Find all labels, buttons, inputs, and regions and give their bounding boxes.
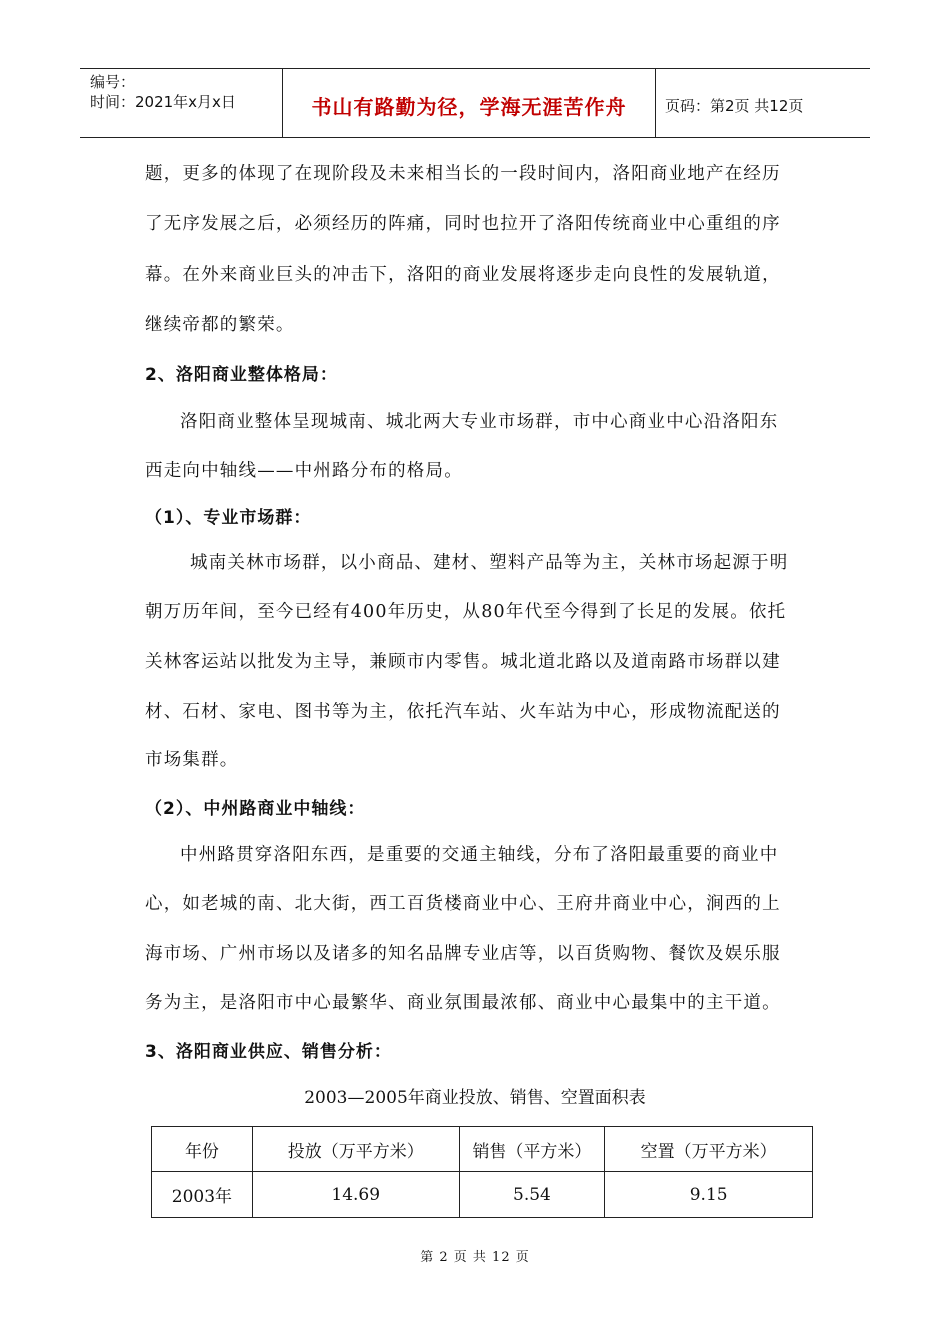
table-cell: 9.15 — [605, 1172, 813, 1218]
document-time-label: 时间：2021年x月x日 — [90, 93, 236, 111]
body-text-line: 城南关林市场群，以小商品、建材、塑料产品等为主，关林市场起源于明 — [190, 553, 789, 573]
body-text-line: 西走向中轴线——中州路分布的格局。 — [145, 461, 463, 481]
table-cell: 2003年 — [152, 1172, 253, 1218]
body-text-line: 朝万历年间，至今已经有400年历史，从80年代至今得到了长足的发展。依托 — [145, 602, 787, 622]
table-cell: 5.54 — [459, 1172, 605, 1218]
header-meta-cell — [80, 69, 282, 137]
body-text-line: 市场集群。 — [145, 750, 239, 770]
body-text-line: 心，如老城的南、北大街，西工百货楼商业中心、王府井商业中心，涧西的上 — [145, 894, 781, 914]
header-page-cell — [655, 69, 870, 137]
subsection-heading: （1）、专业市场群： — [145, 508, 312, 528]
table-cell: 14.69 — [252, 1172, 459, 1218]
body-text-line: 海市场、广州市场以及诸多的知名品牌专业店等，以百货购物、餐饮及娱乐服 — [145, 944, 781, 964]
table-header-cell: 年份 — [152, 1127, 253, 1172]
section-heading: 2、洛阳商业整体格局： — [145, 365, 338, 385]
page-footer: 第 2 页 共 12 页 — [420, 1250, 530, 1265]
body-text-line: 中州路贯穿洛阳东西，是重要的交通主轴线，分布了洛阳最重要的商业中 — [180, 845, 779, 865]
table-caption: 2003—2005年商业投放、销售、空置面积表 — [304, 1088, 646, 1108]
section-heading: 3、洛阳商业供应、销售分析： — [145, 1042, 392, 1062]
header-motto-cell — [282, 69, 656, 137]
body-text-line: 幕。在外来商业巨头的冲击下，洛阳的商业发展将逐步走向良性的发展轨道， — [145, 265, 781, 285]
body-text-line: 材、石材、家电、图书等为主，依托汽车站、火车站为中心，形成物流配送的 — [145, 702, 781, 722]
table-header-cell: 销售（平方米） — [459, 1127, 605, 1172]
body-text-line: 题，更多的体现了在现阶段及未来相当长的一段时间内，洛阳商业地产在经历 — [145, 164, 781, 184]
table-header-cell: 空置（万平方米） — [605, 1127, 813, 1172]
area-table — [151, 1126, 813, 1218]
body-text-line: 关林客运站以批发为主导，兼顾市内零售。城北道北路以及道南路市场群以建 — [145, 652, 781, 672]
body-text-line: 务为主，是洛阳市中心最繁华、商业氛围最浓郁、商业中心最集中的主干道。 — [145, 993, 781, 1013]
body-text-line: 洛阳商业整体呈现城南、城北两大专业市场群，市中心商业中心沿洛阳东 — [180, 412, 779, 432]
table-row — [152, 1172, 813, 1218]
header-page-number: 页码：第2页 共12页 — [665, 97, 804, 115]
table-header-row — [152, 1127, 813, 1172]
table-header-cell: 投放（万平方米） — [252, 1127, 459, 1172]
document-number-label: 编号： — [90, 73, 136, 91]
subsection-heading: （2）、中州路商业中轴线： — [145, 799, 366, 819]
page-header — [80, 68, 870, 138]
body-text-line: 了无序发展之后，必须经历的阵痛，同时也拉开了洛阳传统商业中心重组的序 — [145, 214, 781, 234]
header-motto: 书山有路勤为径，学海无涯苦作舟 — [311, 95, 627, 119]
body-text-line: 继续帝都的繁荣。 — [145, 315, 295, 335]
